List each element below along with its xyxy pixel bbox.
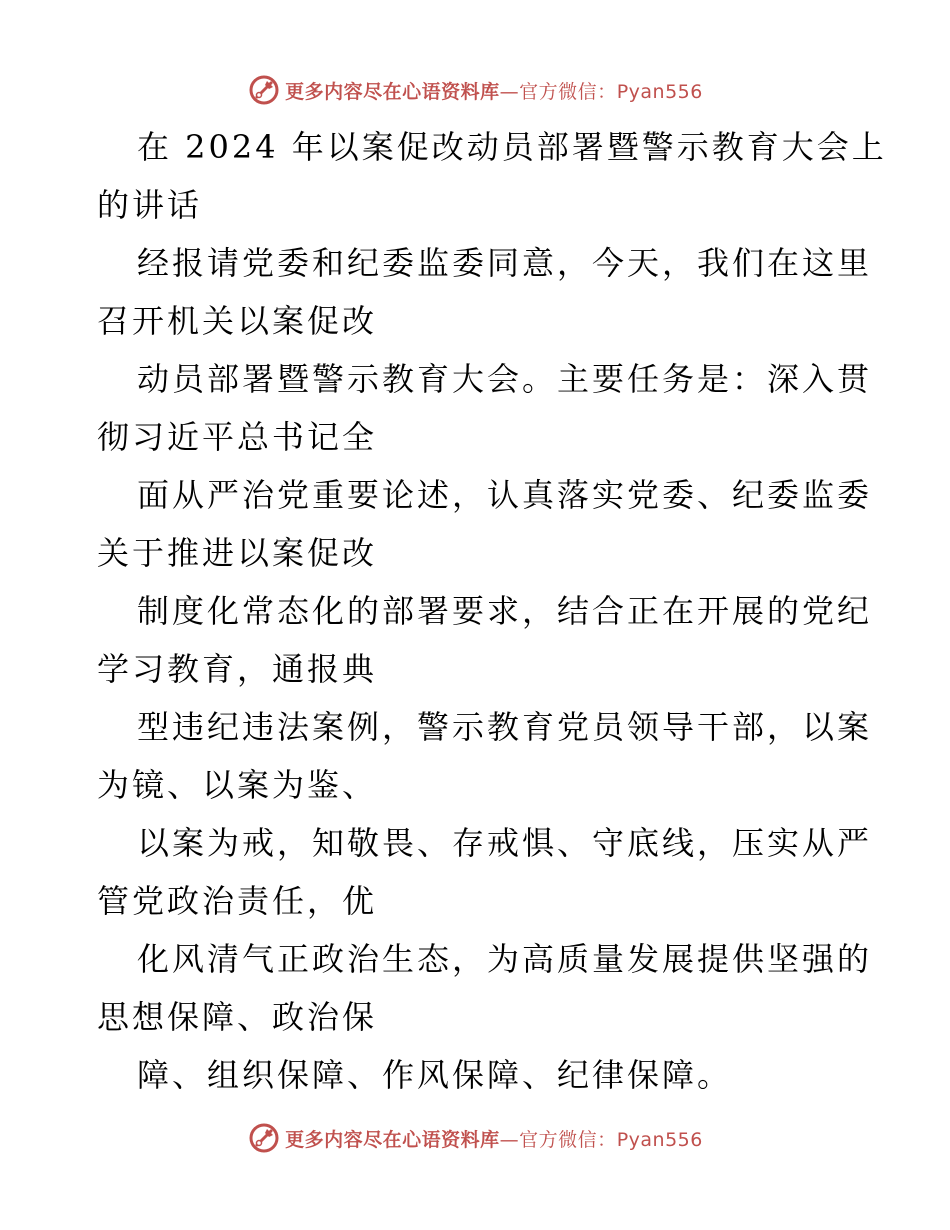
pen-logo-icon (247, 73, 281, 107)
body-line: 关于推进以案促改 (97, 534, 378, 572)
title-line-2: 的讲话 (97, 186, 203, 224)
footer-brand: 更多内容尽在心语资料库 (285, 1128, 500, 1151)
footer-separator: — (499, 1128, 520, 1151)
title-line-1: 在 2024 年以案促改动员部署暨警示教育大会上 (137, 128, 887, 166)
body-line: 以案为戒，知敬畏、存戒惧、守底线，压实从严 (137, 824, 873, 862)
footer-label: 官方微信： (519, 1128, 617, 1151)
body-line: 召开机关以案促改 (97, 302, 378, 340)
footer-banner (0, 1118, 950, 1158)
body-line: 学习教育，通报典 (97, 650, 378, 688)
header-banner (0, 70, 950, 110)
body-line: 彻习近平总书记全 (97, 418, 378, 456)
body-line: 面从严治党重要论述，认真落实党委、纪委监委 (137, 476, 873, 514)
footer-wechat-id: Pyan556 (616, 1128, 703, 1151)
body-line: 制度化常态化的部署要求，结合正在开展的党纪 (137, 592, 873, 630)
header-wechat-id: Pyan556 (616, 80, 703, 103)
header-label: 官方微信： (519, 80, 617, 103)
body-line: 动员部署暨警示教育大会。主要任务是：深入贯 (137, 360, 873, 398)
body-line: 障、组织保障、作风保障、纪律保障。 (137, 1056, 733, 1094)
pen-logo-icon (247, 1121, 281, 1155)
document-body (97, 118, 887, 1104)
body-line: 型违纪违法案例，警示教育党员领导干部，以案 (137, 708, 873, 746)
body-line: 为镜、以案为鉴、 (97, 766, 378, 804)
header-banner-text (285, 77, 703, 104)
body-line: 经报请党委和纪委监委同意，今天，我们在这里 (137, 244, 873, 282)
body-line: 管党政治责任，优 (97, 882, 378, 920)
body-line: 化风清气正政治生态，为高质量发展提供坚强的 (137, 940, 873, 978)
body-line: 思想保障、政治保 (97, 998, 378, 1036)
header-brand: 更多内容尽在心语资料库 (285, 80, 500, 103)
footer-banner-text (285, 1125, 703, 1152)
header-separator: — (499, 80, 520, 103)
